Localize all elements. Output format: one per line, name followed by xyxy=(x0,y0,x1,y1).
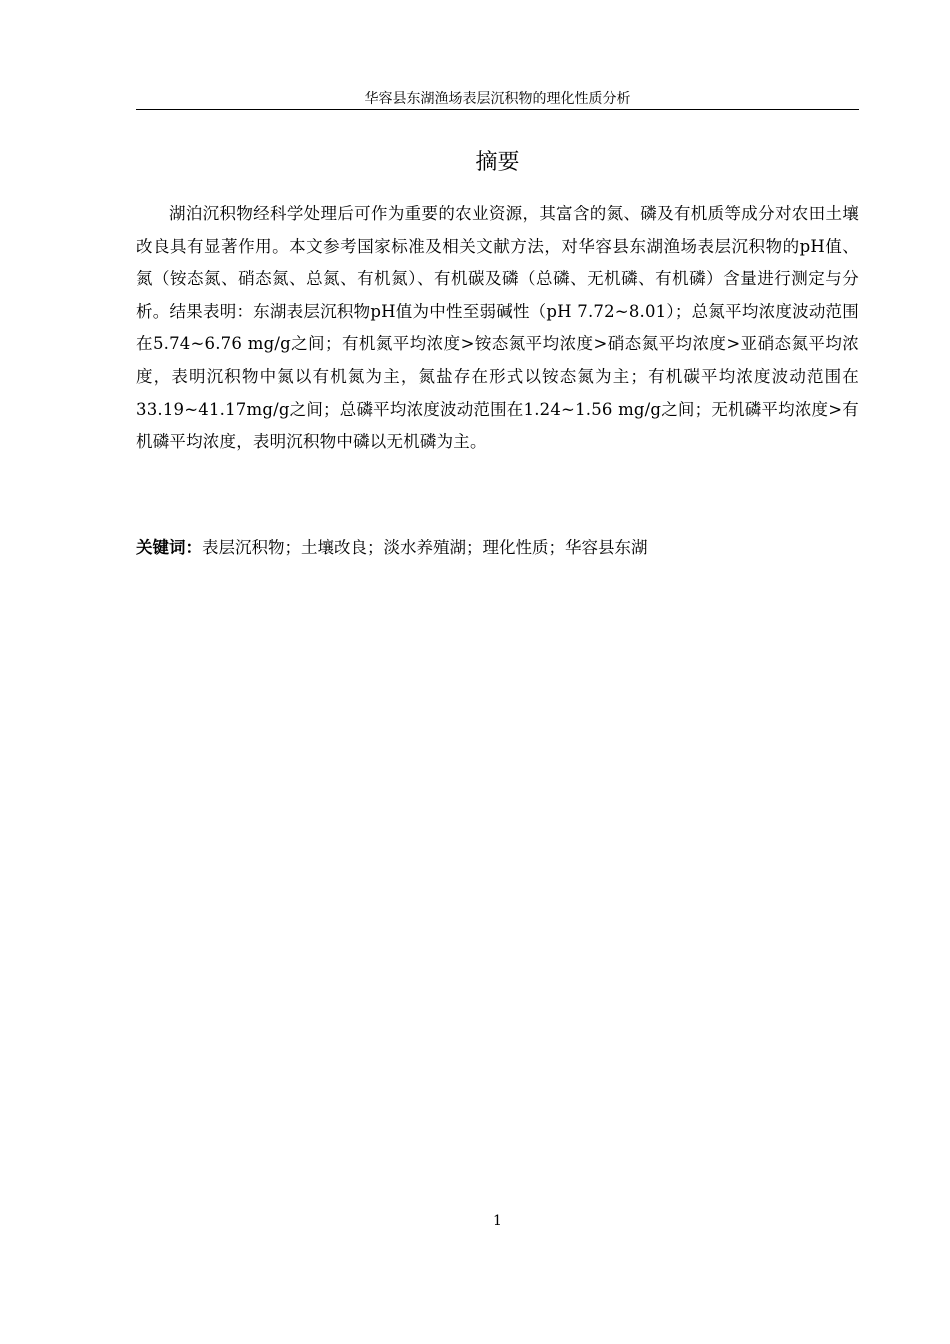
section-title: 摘要 xyxy=(475,150,520,175)
header-divider xyxy=(136,109,859,110)
keywords-label: 关键词： xyxy=(136,538,202,557)
abstract-paragraph: 湖泊沉积物经科学处理后可作为重要的农业资源，其富含的氮、磷及有机质等成分对农田土壤改良具有显著作用。本文参考国家标准及相关文献方法，对华容县东湖渔场表层沉积物的pH值、氮（铵态氮、硝态氮、总氮、有机氮）、有机碳及磷（总磷、无机磷、有机磷）含量进行测定与分析。结果表明：东湖表层沉积物pH值为中性至弱碱性（pH 7.72~8.01）；总氮平均浓度波动范围在5.74~6.76 mg/g之间；有机氮平均浓度>铵态氮平均浓度>硝态氮平均浓度>亚硝态氮平均浓度，表明沉积物中氮以有机氮为主，氮盐存在形式以铵态氮为主；有机碳平均浓度波动范围在33.19~41.17mg/g之间；总磷平均浓度波动范围在1.24~1.56 mg/g之间；无机磷平均浓度>有机磷平均浓度，表明沉积物中磷以无机磷为主。 xyxy=(136,204,859,452)
keywords-text: 表层沉积物；土壤改良；淡水养殖湖；理化性质；华容县东湖 xyxy=(202,538,648,557)
page-number: 1 xyxy=(493,1213,502,1229)
keywords-line xyxy=(136,532,859,564)
running-header: 华容县东湖渔场表层沉积物的理化性质分析 xyxy=(364,91,631,107)
